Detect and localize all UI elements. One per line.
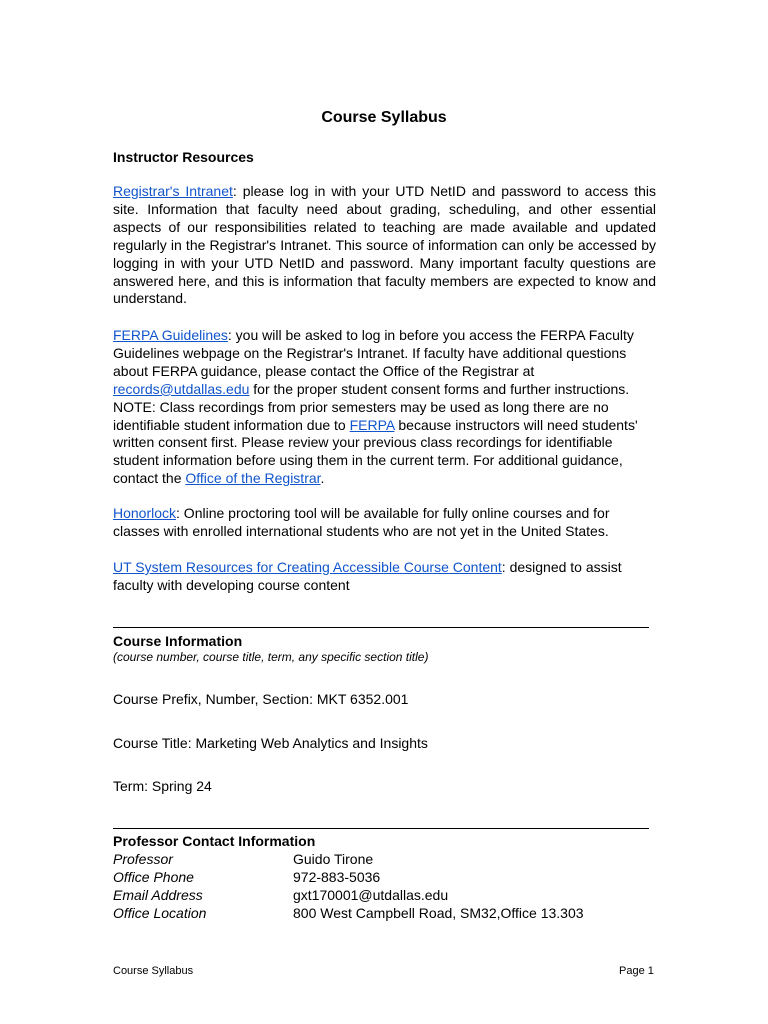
- registrar-text: : please log in with your UTD NetID and password to access this site. Information that faculty need about grading, scheduling, and other essential aspects of our responsibilities related to teaching are made available and updated regularly in the Registrar's Intranet. This source of information can only be accessed by logging in with your UTD NetID and password. Many important faculty questions are answered here, and this is information that faculty members are expected to know and understand.: [113, 183, 656, 307]
- contact-value: 972-883-5036: [293, 869, 381, 885]
- section-divider: [113, 828, 649, 829]
- ferpa-text-3: because instructors will need students' written consent first. Please review your previous class recordings for identifiable student information before using them in the current term. For additional guidance, contact the: [113, 416, 638, 487]
- course-information-note: (course number, course title, term, any specific section title): [113, 650, 429, 664]
- section-divider: [113, 627, 649, 628]
- ut-system-paragraph: [113, 559, 656, 595]
- honorlock-paragraph: [113, 505, 656, 541]
- contact-label: Office Location: [113, 905, 207, 921]
- contact-label: Email Address: [113, 887, 203, 903]
- course-title: Course Title: Marketing Web Analytics and Insights: [113, 735, 428, 751]
- course-information-heading: Course Information: [113, 633, 243, 649]
- ferpa-text-1: : you will be asked to log in before you access the FERPA Faculty Guidelines webpage on the Registrar's Intranet. If faculty have additional questions about FERPA guidance, please contact the Office of the Registrar at: [113, 327, 634, 379]
- ferpa-link[interactable]: FERPA: [349, 416, 395, 433]
- ferpa-text-4: .: [320, 470, 325, 487]
- page-title: Course Syllabus: [321, 109, 447, 126]
- contact-value: gxt170001@utdallas.edu: [293, 887, 449, 903]
- registrar-paragraph: [113, 183, 656, 308]
- contact-label: Professor: [113, 851, 173, 867]
- contact-label: Office Phone: [113, 869, 194, 885]
- ferpa-text-2: for the proper student consent forms and further instructions. NOTE: Class recordings from prior semesters may be used as long there are no identifiable student information due to: [113, 380, 630, 433]
- instructor-resources-heading: Instructor Resources: [113, 149, 254, 165]
- office-of-registrar-link[interactable]: Office of the Registrar: [185, 470, 321, 487]
- ferpa-guidelines-link[interactable]: FERPA Guidelines: [113, 327, 228, 343]
- footer-page-number: Page 1: [619, 965, 654, 977]
- ut-system-resources-link[interactable]: UT System Resources for Creating Accessible Course Content: [113, 559, 502, 575]
- ferpa-paragraph: [113, 327, 656, 488]
- contact-value: 800 West Campbell Road, SM32,Office 13.303: [293, 905, 584, 921]
- course-term: Term: Spring 24: [113, 778, 212, 794]
- course-prefix: Course Prefix, Number, Section: MKT 6352.001: [113, 691, 409, 707]
- contact-value: Guido Tirone: [293, 851, 374, 867]
- footer-left: Course Syllabus: [113, 965, 194, 977]
- professor-contact-heading: Professor Contact Information: [113, 833, 316, 849]
- honorlock-text: : Online proctoring tool will be available for fully online courses and for classes with enrolled international students who are not yet in the United States.: [113, 505, 610, 539]
- ut-system-text: : designed to assist faculty with developing course content: [113, 559, 622, 593]
- registrars-intranet-link[interactable]: Registrar's Intranet: [113, 183, 233, 199]
- honorlock-link[interactable]: Honorlock: [113, 505, 177, 521]
- records-email-link[interactable]: records@utdallas.edu: [113, 380, 250, 397]
